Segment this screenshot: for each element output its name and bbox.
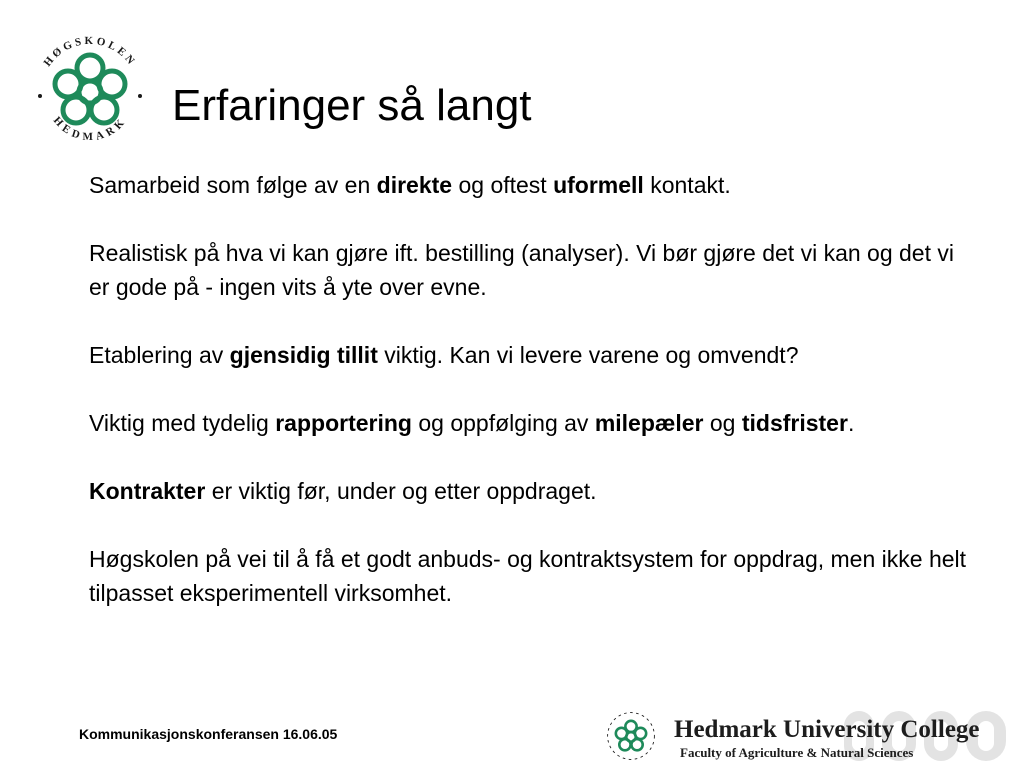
knot-icon: [55, 55, 125, 123]
college-name: Hedmark University College: [674, 716, 980, 743]
paragraph-realistic: Realistisk på hva vi kan gjøre ift. bestilling (analyser). Vi bør gjøre det vi kan og det vi er gode på - ingen vits å yte over evne.: [89, 240, 954, 300]
faculty-name: Faculty of Agriculture & Natural Sciences: [680, 745, 914, 760]
logo-ring-text-top: HØGSKOLEN: [41, 34, 139, 69]
college-branding: [660, 712, 1020, 764]
paragraph-trust: Etablering av gjensidig tillit viktig. Kan vi levere varene og omvendt?: [89, 342, 799, 368]
paragraph-contracts: Kontrakter er viktig før, under og etter oppdraget.: [89, 478, 597, 504]
footer-knot-icon: [616, 721, 646, 750]
footer-logo: [605, 710, 657, 762]
paragraph-tender-system: Høgskolen på vei til å få et godt anbuds- og kontraktsystem for oppdrag, men ikke helt tilpasset eksperimentell virksomhet.: [89, 546, 967, 606]
footer-conference-label: Kommunikasjonskonferansen 16.06.05: [79, 726, 338, 742]
slide-title: Erfaringer så langt: [172, 81, 532, 130]
slide-body: [89, 168, 979, 644]
hogskolen-hedmark-logo: [30, 30, 150, 150]
paragraph-contact: Samarbeid som følge av en direkte og oftest uformell kontakt.: [89, 172, 731, 198]
paragraph-reporting: Viktig med tydelig rapportering og oppfølging av milepæler og tidsfrister.: [89, 410, 855, 436]
logo-ring-text-bottom: HEDMARK: [50, 114, 130, 144]
